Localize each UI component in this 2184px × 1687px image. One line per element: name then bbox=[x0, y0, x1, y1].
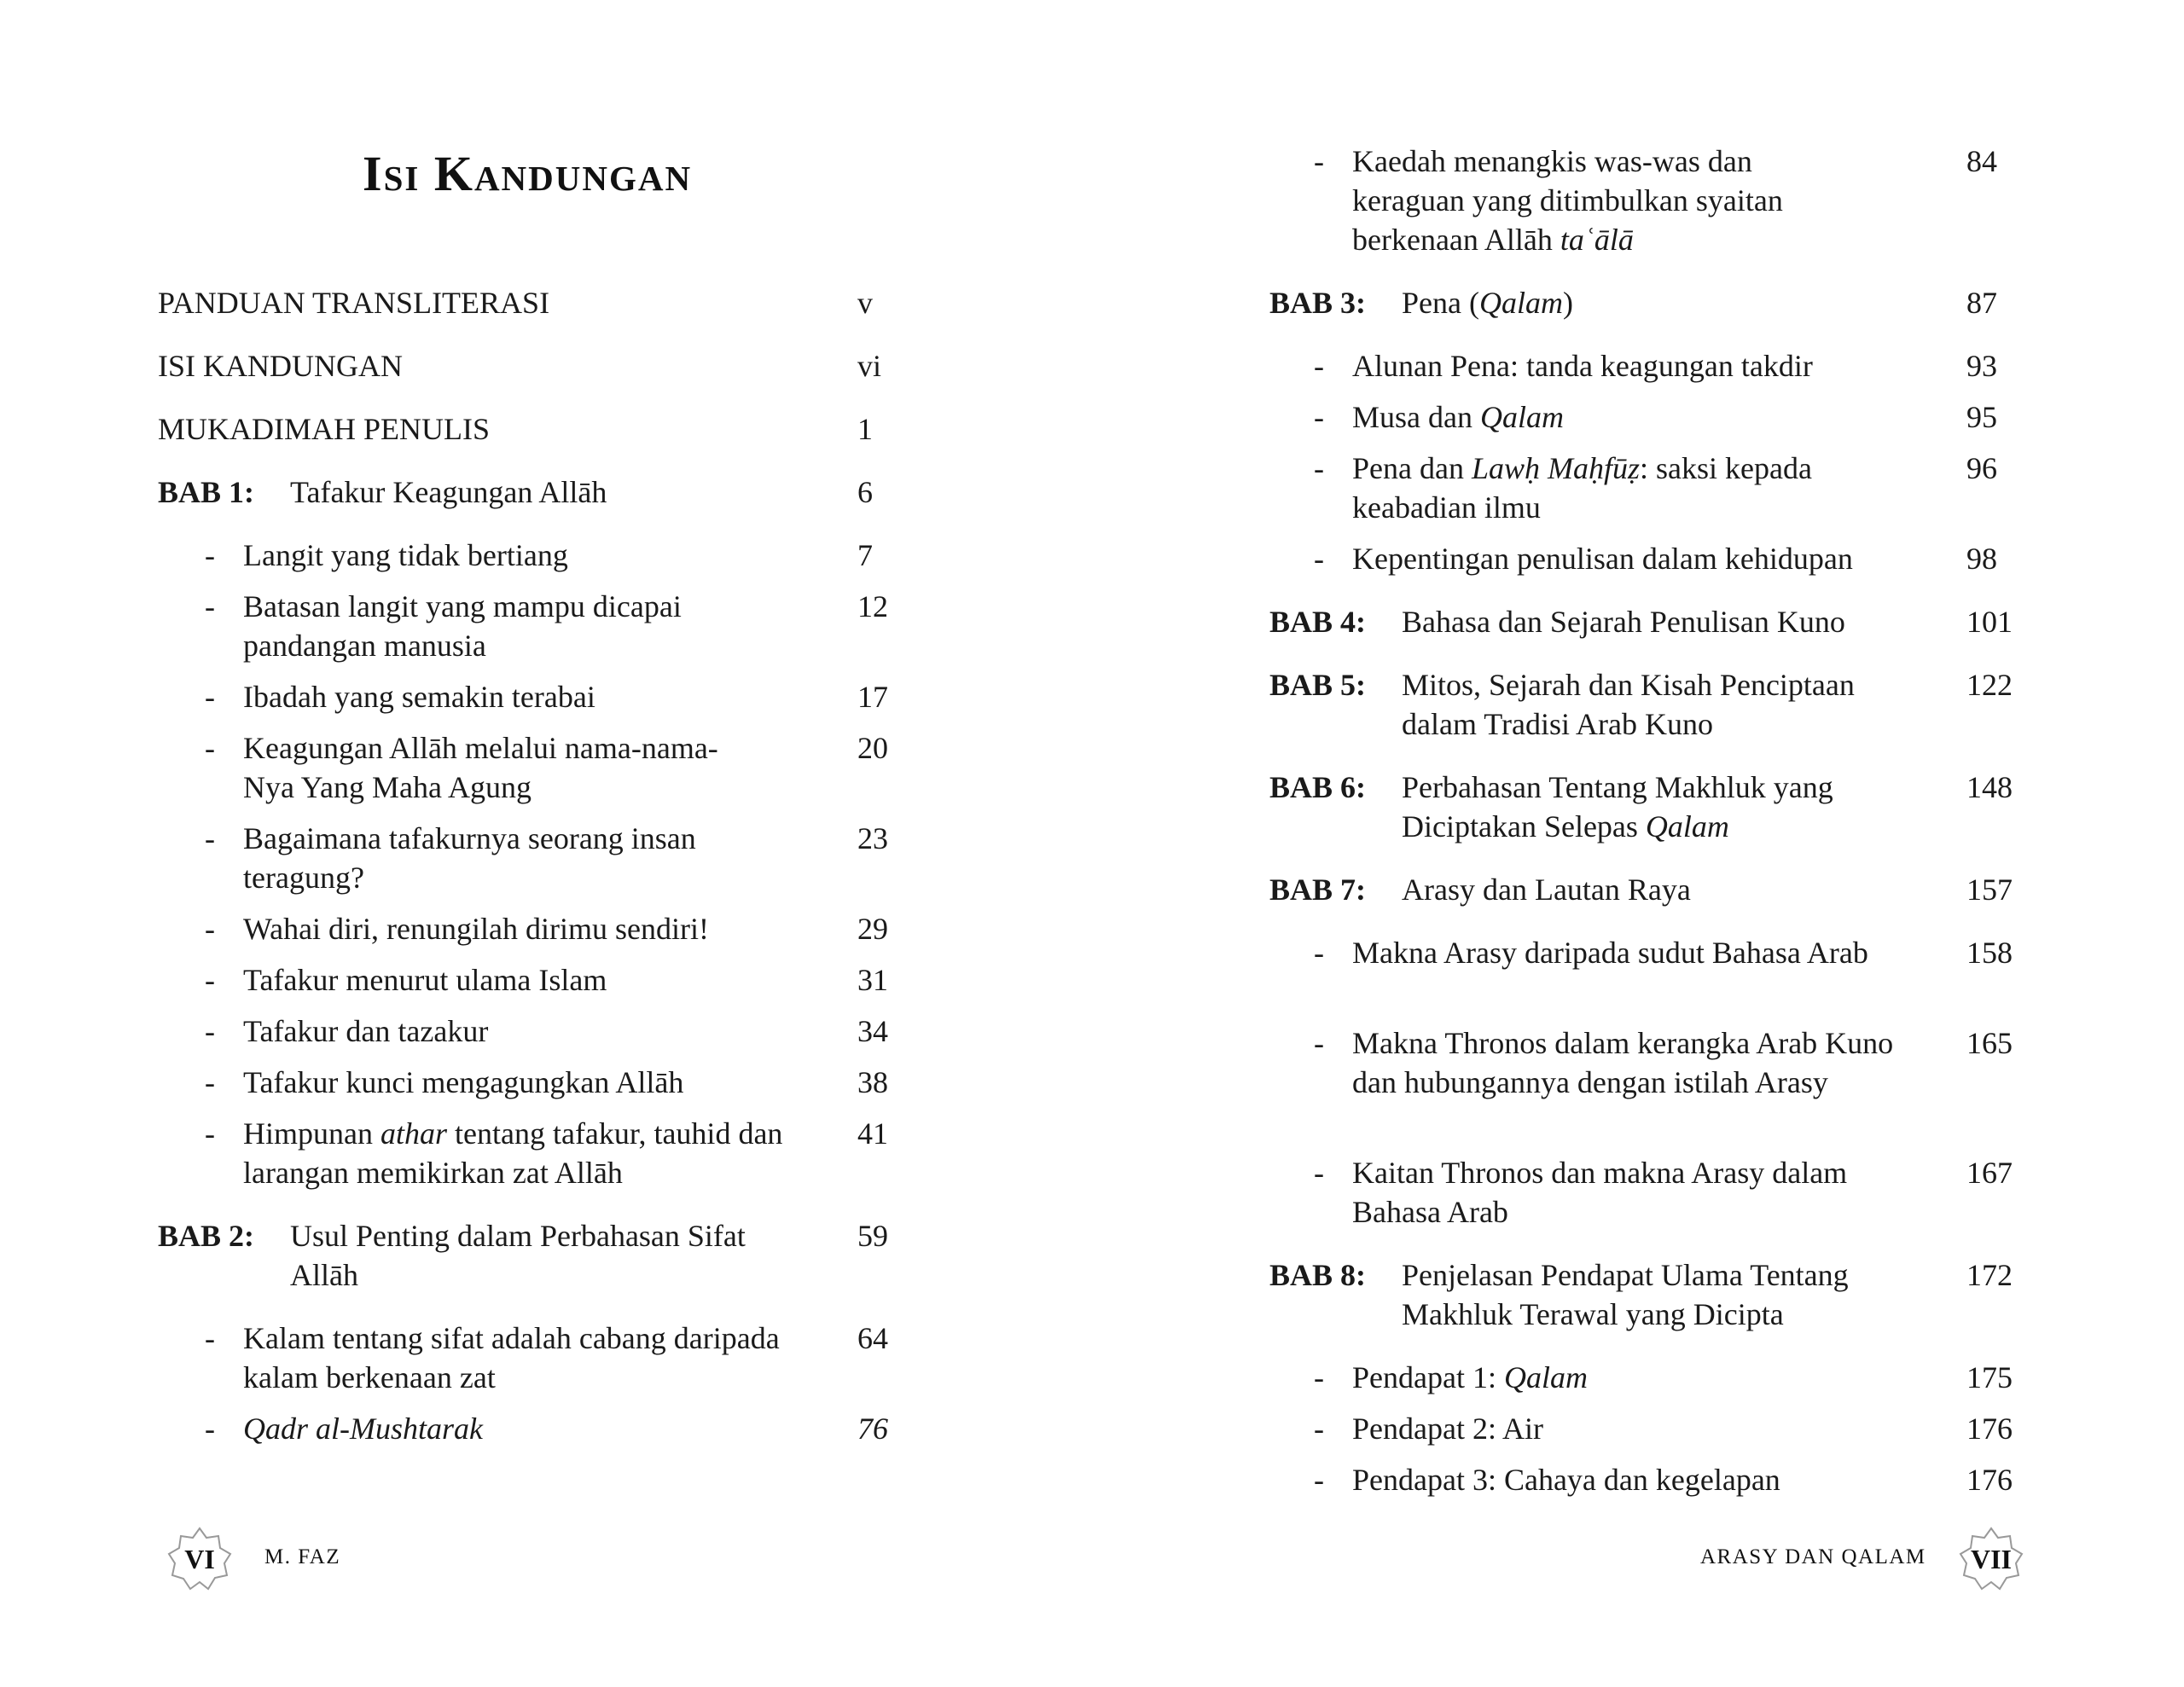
page-number: VI bbox=[184, 1544, 215, 1574]
toc-entry-title: ISI KANDUNGAN bbox=[158, 349, 403, 383]
subentry-page: 17 bbox=[857, 680, 888, 714]
bullet-dash: - bbox=[1314, 1463, 1324, 1497]
subentry-page: 76 bbox=[857, 1412, 888, 1446]
bullet-dash: - bbox=[1314, 542, 1324, 576]
toc-entry-page: v bbox=[857, 286, 873, 320]
subentry-title: Bagaimana tafakurnya seorang insan teragung? bbox=[243, 821, 696, 895]
bullet-dash: - bbox=[1314, 1026, 1324, 1060]
subentry-page: 41 bbox=[857, 1116, 888, 1151]
subentry-page: 20 bbox=[857, 731, 888, 765]
bullet-dash: - bbox=[1314, 936, 1324, 970]
subentry-page: 84 bbox=[1966, 144, 1997, 178]
chapter-label: BAB 4: bbox=[1269, 605, 1367, 639]
subentry-title: Batasan langit yang mampu dicapai pandangan manusia bbox=[243, 589, 682, 663]
subentry-text: : saksi kepada keabadian ilmu bbox=[1352, 451, 1812, 525]
chapter-title-italic: Qalam bbox=[1478, 286, 1563, 320]
subentry-page: 158 bbox=[1966, 936, 2013, 970]
subentry-title: Kalam tentang sifat adalah cabang daripada kalam berkenaan zat bbox=[243, 1321, 780, 1394]
chapter-title-text: Perbahasan Tentang Makhluk yang Diciptakan Selepas bbox=[1402, 770, 1833, 844]
chapter-label: BAB 7: bbox=[1269, 872, 1367, 907]
subentry-text: Pena dan bbox=[1352, 451, 1472, 485]
subentry-page: 176 bbox=[1966, 1463, 2013, 1497]
subentry-text: Musa dan bbox=[1352, 400, 1480, 434]
bullet-dash: - bbox=[205, 912, 215, 946]
subentry-title: Kaitan Thronos dan makna Arasy dalam Bahasa Arab bbox=[1352, 1156, 1848, 1229]
subentry-italic-term: taʿālā bbox=[1560, 223, 1634, 257]
bullet-dash: - bbox=[205, 680, 215, 714]
bullet-dash: - bbox=[205, 538, 215, 572]
subentry-title: Pendapat 3: Cahaya dan kegelapan bbox=[1352, 1463, 1780, 1497]
subentry-page: 23 bbox=[857, 821, 888, 855]
toc-entry-title: PANDUAN TRANSLITERASI bbox=[158, 286, 550, 320]
subentry-title: Makna Arasy daripada sudut Bahasa Arab bbox=[1352, 936, 1868, 970]
subentry-page: 38 bbox=[857, 1065, 888, 1099]
page-number-badge bbox=[1959, 1527, 2024, 1591]
subentry-title: Kepentingan penulisan dalam kehidupan bbox=[1352, 542, 1853, 576]
subentry-page: 7 bbox=[857, 538, 873, 572]
subentry-text: Pendapat 1: bbox=[1352, 1360, 1504, 1394]
chapter-title: Arasy dan Lautan Raya bbox=[1402, 872, 1691, 907]
chapter-page: 6 bbox=[857, 475, 873, 509]
chapter-title: Bahasa dan Sejarah Penulisan Kuno bbox=[1402, 605, 1845, 639]
subentry-page: 96 bbox=[1966, 451, 1997, 485]
chapter-page: 122 bbox=[1966, 668, 2013, 702]
chapter-title: Mitos, Sejarah dan Kisah Penciptaan dalam Tradisi Arab Kuno bbox=[1402, 668, 1855, 741]
chapter-title bbox=[1402, 768, 1914, 846]
running-head-author: M. FAZ bbox=[264, 1545, 341, 1568]
bullet-dash: - bbox=[205, 731, 215, 765]
subentry-title: Alunan Pena: tanda keagungan takdir bbox=[1352, 349, 1813, 383]
subentry-title: Tafakur menurut ulama Islam bbox=[243, 963, 607, 997]
running-head-book-title: ARASY DAN QALAM bbox=[1700, 1545, 1926, 1568]
subentry-italic-term: Qalam bbox=[1479, 400, 1564, 434]
subentry-title: Tafakur dan tazakur bbox=[243, 1014, 489, 1048]
subentry-italic-term: Lawḥ Maḥfūẓ bbox=[1471, 451, 1641, 485]
page-number: VII bbox=[1970, 1544, 2012, 1574]
page-number-badge bbox=[167, 1527, 232, 1591]
subentry-title bbox=[1352, 397, 1932, 437]
subentry-title: Tafakur kunci mengagungkan Allāh bbox=[243, 1065, 684, 1099]
bullet-dash: - bbox=[1314, 451, 1324, 485]
subentry-text: Himpunan bbox=[243, 1116, 380, 1151]
subentry-title bbox=[243, 1114, 823, 1192]
chapter-label: BAB 1: bbox=[158, 475, 255, 509]
subentry-title: Makna Thronos dalam kerangka Arab Kuno dan hubungannya dengan istilah Arasy bbox=[1352, 1026, 1894, 1099]
subentry-page: 29 bbox=[857, 912, 888, 946]
subentry-title: Pendapat 2: Air bbox=[1352, 1412, 1543, 1446]
chapter-label: BAB 6: bbox=[1269, 770, 1367, 804]
subentry-title bbox=[1352, 449, 1881, 527]
bullet-dash: - bbox=[1314, 1360, 1324, 1394]
subentry-page: 95 bbox=[1966, 400, 1997, 434]
chapter-title: Usul Penting dalam Perbahasan Sifat Allāh bbox=[290, 1219, 746, 1292]
subentry-title bbox=[1352, 142, 1864, 259]
chapter-title-italic: Qalam bbox=[1645, 809, 1729, 844]
page-title: Isi Kandungan bbox=[363, 146, 693, 201]
bullet-dash: - bbox=[1314, 349, 1324, 383]
subentry-page: 175 bbox=[1966, 1360, 2013, 1394]
subentry-title bbox=[1352, 1358, 1932, 1397]
bullet-dash: - bbox=[205, 1412, 215, 1446]
subentry-italic-term: Qalam bbox=[1503, 1360, 1588, 1394]
bullet-dash: - bbox=[205, 589, 215, 623]
toc-entry-page: 1 bbox=[857, 412, 873, 446]
subentry-page: 31 bbox=[857, 963, 888, 997]
toc-entry-page: vi bbox=[857, 349, 882, 383]
subentry-title: Langit yang tidak bertiang bbox=[243, 538, 568, 572]
chapter-page: 148 bbox=[1966, 770, 2013, 804]
chapter-label: BAB 8: bbox=[1269, 1258, 1367, 1292]
subentry-italic-term: athar bbox=[380, 1116, 447, 1151]
subentry-title: Wahai diri, renungilah dirimu sendiri! bbox=[243, 912, 709, 946]
subentry-title: Qadr al-Mushtarak bbox=[243, 1412, 483, 1446]
chapter-page: 87 bbox=[1966, 286, 1997, 320]
toc-entry-title: MUKADIMAH PENULIS bbox=[158, 412, 491, 446]
subentry-page: 176 bbox=[1966, 1412, 2013, 1446]
chapter-page: 101 bbox=[1966, 605, 2013, 639]
subentry-page: 93 bbox=[1966, 349, 1997, 383]
subentry-page: 64 bbox=[857, 1321, 888, 1355]
chapter-title bbox=[1402, 283, 1914, 322]
bullet-dash: - bbox=[205, 1321, 215, 1355]
subentry-page: 98 bbox=[1966, 542, 1997, 576]
chapter-label: BAB 5: bbox=[1269, 668, 1367, 702]
bullet-dash: - bbox=[1314, 1412, 1324, 1446]
bullet-dash: - bbox=[205, 963, 215, 997]
chapter-title: Penjelasan Pendapat Ulama Tentang Makhluk Terawal yang Dicipta bbox=[1402, 1258, 1849, 1331]
chapter-title-text: ) bbox=[1562, 286, 1573, 320]
subentry-text: tentang tafakur, tauhid dan larangan memikirkan zat Allāh bbox=[243, 1116, 783, 1190]
chapter-page: 59 bbox=[857, 1219, 888, 1253]
chapter-title-text: Pena ( bbox=[1402, 286, 1479, 320]
bullet-dash: - bbox=[1314, 144, 1324, 178]
bullet-dash: - bbox=[205, 1065, 215, 1099]
bullet-dash: - bbox=[1314, 1156, 1324, 1190]
subentry-title: Keagungan Allāh melalui nama-nama-Nya Yang Maha Agung bbox=[243, 731, 718, 804]
chapter-page: 157 bbox=[1966, 872, 2013, 907]
bullet-dash: - bbox=[205, 821, 215, 855]
chapter-label: BAB 3: bbox=[1269, 286, 1367, 320]
bullet-dash: - bbox=[205, 1014, 215, 1048]
bullet-dash: - bbox=[1314, 400, 1324, 434]
chapter-page: 172 bbox=[1966, 1258, 2013, 1292]
subentry-title: Ibadah yang semakin terabai bbox=[243, 680, 595, 714]
subentry-text: Kaedah menangkis was-was dan keraguan yang ditimbulkan syaitan berkenaan Allāh bbox=[1352, 144, 1783, 257]
bullet-dash: - bbox=[205, 1116, 215, 1151]
subentry-page: 34 bbox=[857, 1014, 888, 1048]
subentry-page: 12 bbox=[857, 589, 888, 623]
subentry-page: 167 bbox=[1966, 1156, 2013, 1190]
chapter-title: Tafakur Keagungan Allāh bbox=[290, 475, 607, 509]
subentry-page: 165 bbox=[1966, 1026, 2013, 1060]
chapter-label: BAB 2: bbox=[158, 1219, 255, 1253]
right-page bbox=[1092, 0, 2184, 1687]
